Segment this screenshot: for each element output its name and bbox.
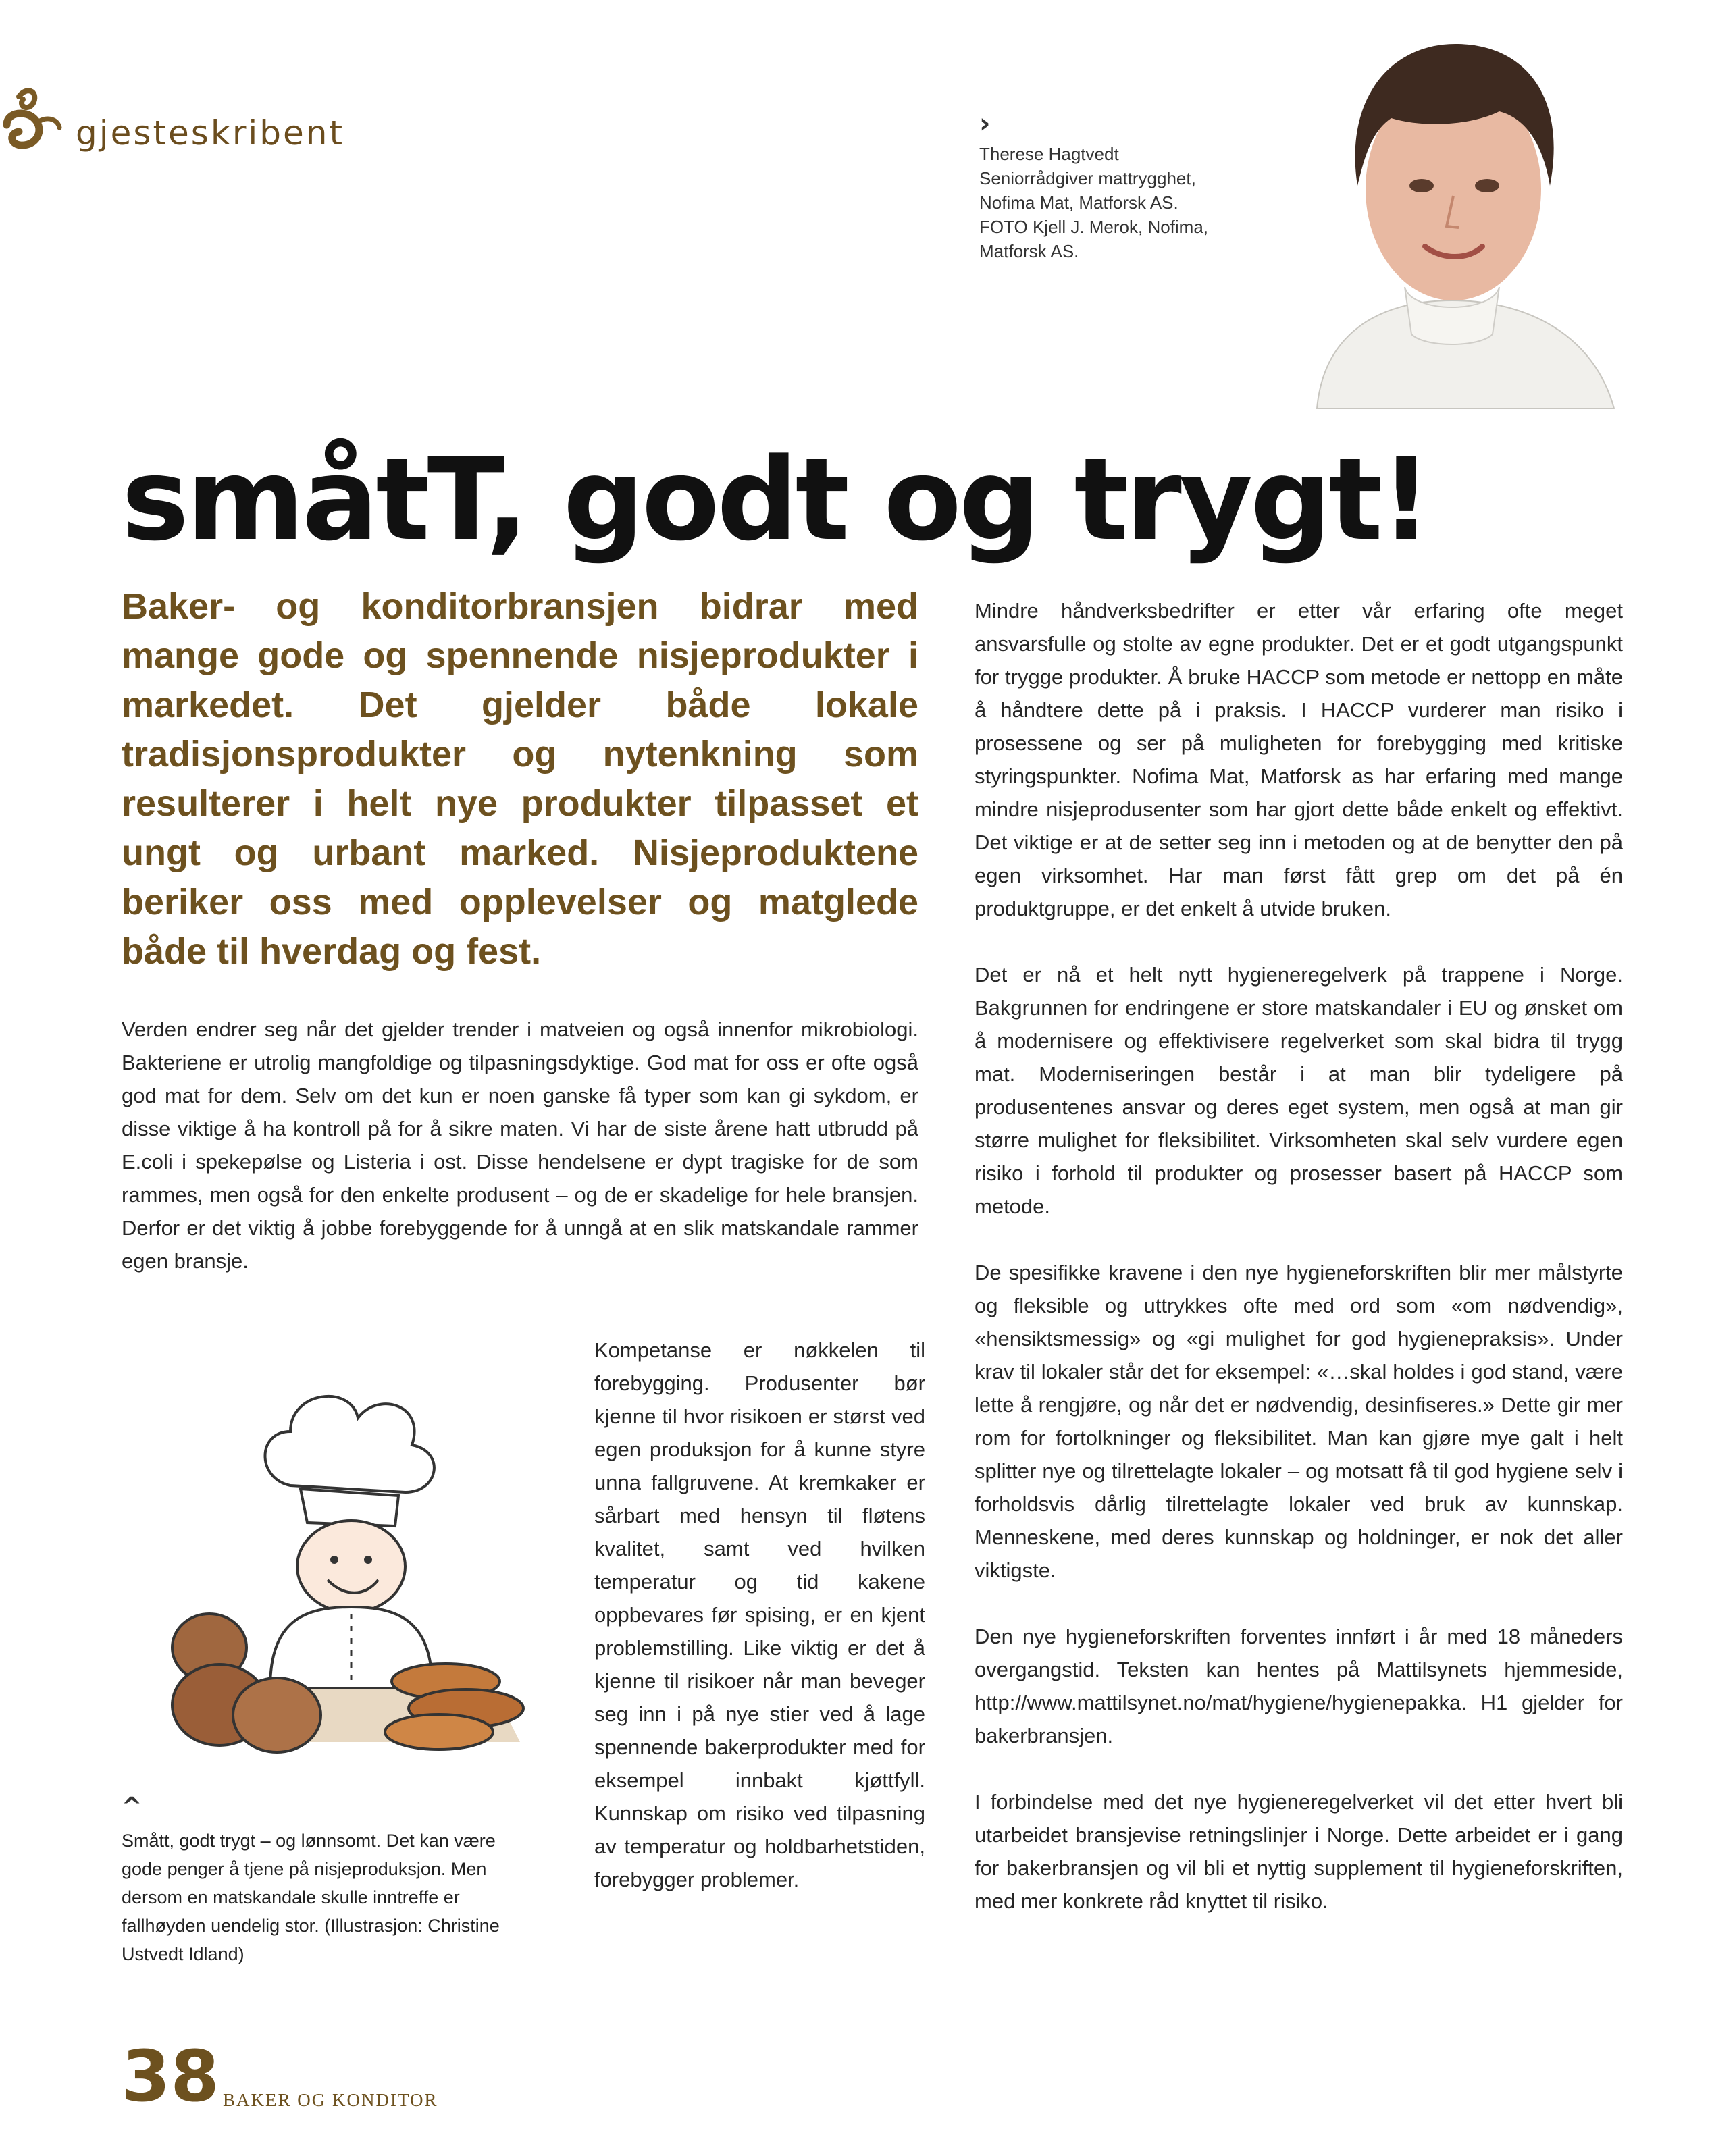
article-paragraph: De spesifikke kravene i den nye hygieneforskriften blir mer målstyrte og fleksible og uttrykkes ofte med ord som «om nødvendig», «hensiktsmessig» og «gi mulighet for god hygienepraksis». Under krav til lokaler står det for eksempel: «…skal holdes i god stand, være lette å rengjøre, og når det er nødvendig, desinfiseres.» Dette gir mer rom for fortolkninger og fleksibilitet. Man kan gjøre mye galt i helt splitter nye og tilrettelagte lokaler – og motsatt få til god hygiene selv i forholdsvis dårlig tilrettelagte lokaler ved bruk av kunnskap. Menneskene, med deres kunnskap og holdninger, er nok det aller viktigste. bbox=[975, 1261, 1623, 1582]
article-lead: Baker- og konditorbransjen bidrar med mange gode og spennende nisjeprodukter i markedet. Det gjelder både lokale tradisjonsprodukter og nytenkning som resulterer i helt nye produkter tilpasset et ungt og urbant marked. Nisjeproduktene beriker oss med opplevelser og matglede både til hverdag og fest. bbox=[122, 586, 918, 972]
author-caption-line: Nofima Mat, Matforsk AS. bbox=[979, 192, 1178, 213]
illustration-caption-chevron-icon: ^ bbox=[122, 1793, 142, 1820]
author-caption-line: FOTO Kjell J. Merok, Nofima, bbox=[979, 217, 1209, 237]
article-right-column bbox=[975, 594, 1623, 1951]
article-paragraph: Mindre håndverksbedrifter er etter vår erfaring ofte meget ansvarsfulle og stolte av egne produkter. Det er et godt utgangspunkt for trygge produkter. Å bruke HACCP som metode er nettopp en måte å håndtere dette på i praksis. I HACCP vurderer man risiko i prosessene og ser på muligheten for forebygging med kritiske styringspunkter. Nofima Mat, Matforsk as har erfaring med mange mindre nisjeprodusenter som har gjort dette både enkelt og effektivt. Det viktige er at de setter seg inn i metoden og at de benytter den på egen virksomhet. Har man først fått grep om det på én produktgruppe, er det enkelt å utvide bruken. bbox=[975, 599, 1623, 920]
article-paragraph: I forbindelse med det nye hygieneregelverket vil det etter hvert bli utarbeidet bransjevise retningslinjer i Norge. Dette arbeidet er i gang for bakerbransjen og vil bli et nyttig supplement til hygieneforskriften, med mer konkrete råd knyttet til risiko. bbox=[975, 1790, 1623, 1913]
section-label: gjesteskribent bbox=[76, 113, 345, 153]
section-swirl-icon bbox=[0, 84, 62, 159]
article-paragraph: Det er nå et helt nytt hygieneregelverk på trappene i Norge. Bakgrunnen for endringene er store matskandaler i EU og ønsket om å modernisere og effektivisere regelverket som skal bidra til trygg mat. Moderniseringen består i at man blir tydeligere på produsentenes ansvar og deres eget system, men også at man gir større mulighet for fleksibilitet. Virksomheten skal selv vurdere egen risiko i forhold til produkter og prosesser basert på HACCP som metode. bbox=[975, 963, 1623, 1218]
author-caption-line: Seniorrådgiver mattrygghet, bbox=[979, 168, 1196, 188]
article-intro-paragraph: Verden endrer seg når det gjelder trender i matveien og også innenfor mikrobiologi. Bakteriene er utrolig mangfoldige og tilpasningsdyktige. God mat for oss er ofte også god mat for dem. Selv om det kun er noen ganske få typer som kan gi sykdom, er disse viktige å ha kontroll på for å sikre maten. Vi har de siste årene hatt utbrudd på E.coli i spekepølse og Listeria i ost. Disse hendelsene er dypt tragiske for de som rammes, men også for den enkelte produsent – og de er skadelige for hele bransjen. Derfor er det viktig å jobbe forebyggende for å unngå at en slik matskandale rammer egen bransje. bbox=[122, 1018, 918, 1273]
author-portrait bbox=[1276, 17, 1628, 409]
magazine-name: BAKER OG KONDITOR bbox=[223, 2090, 438, 2110]
author-caption-line: Matforsk AS. bbox=[979, 241, 1079, 261]
article-narrow-column: Kompetanse er nøkkelen til forebygging. Produsenter bør kjenne til hvor risikoen er størst ved egen produksjon for å kunne styre unna fallgruvene. At kremkaker er sårbart med hensyn til fløtens kvalitet, samt ved hvilken temperatur og tid kakene oppbevares før spising, er en kjent problemstilling. Like viktig er det å kjenne til risikoer når man beveger seg inn i på nye stier ved å lage spennende bakerprodukter med for eksempel innbakt kjøttfyll. Kunnskap om risiko ved tilpasning av temperatur og holdbarhetstiden, forebygger problemer. bbox=[594, 1338, 925, 1891]
author-caption-line: Therese Hagtvedt bbox=[979, 144, 1119, 164]
baker-illustration bbox=[155, 1364, 547, 1783]
article-headline: småtT, godt og trygt! bbox=[122, 433, 1430, 566]
author-caption-chevron-icon: › bbox=[979, 108, 991, 139]
article-paragraph: Den nye hygieneforskriften forventes innført i år med 18 måneders overgangstid. Teksten kan hentes på Mattilsynets hjemmeside, http://www.mattilsynet.no/mat/hygiene/hygienepakka. H1 gjelder for bakerbransjen. bbox=[975, 1625, 1623, 1747]
author-caption bbox=[979, 142, 1303, 263]
illustration-caption: Smått, godt trygt – og lønnsomt. Det kan være gode penger å tjene på nisjeproduksjon. Men dersom en matskandale skulle inntreffe er fallhøyden uendelig stor. (Illustrasjon: Christine Ustvedt Idland) bbox=[122, 1831, 500, 1964]
page-number: 38 bbox=[122, 2035, 219, 2118]
